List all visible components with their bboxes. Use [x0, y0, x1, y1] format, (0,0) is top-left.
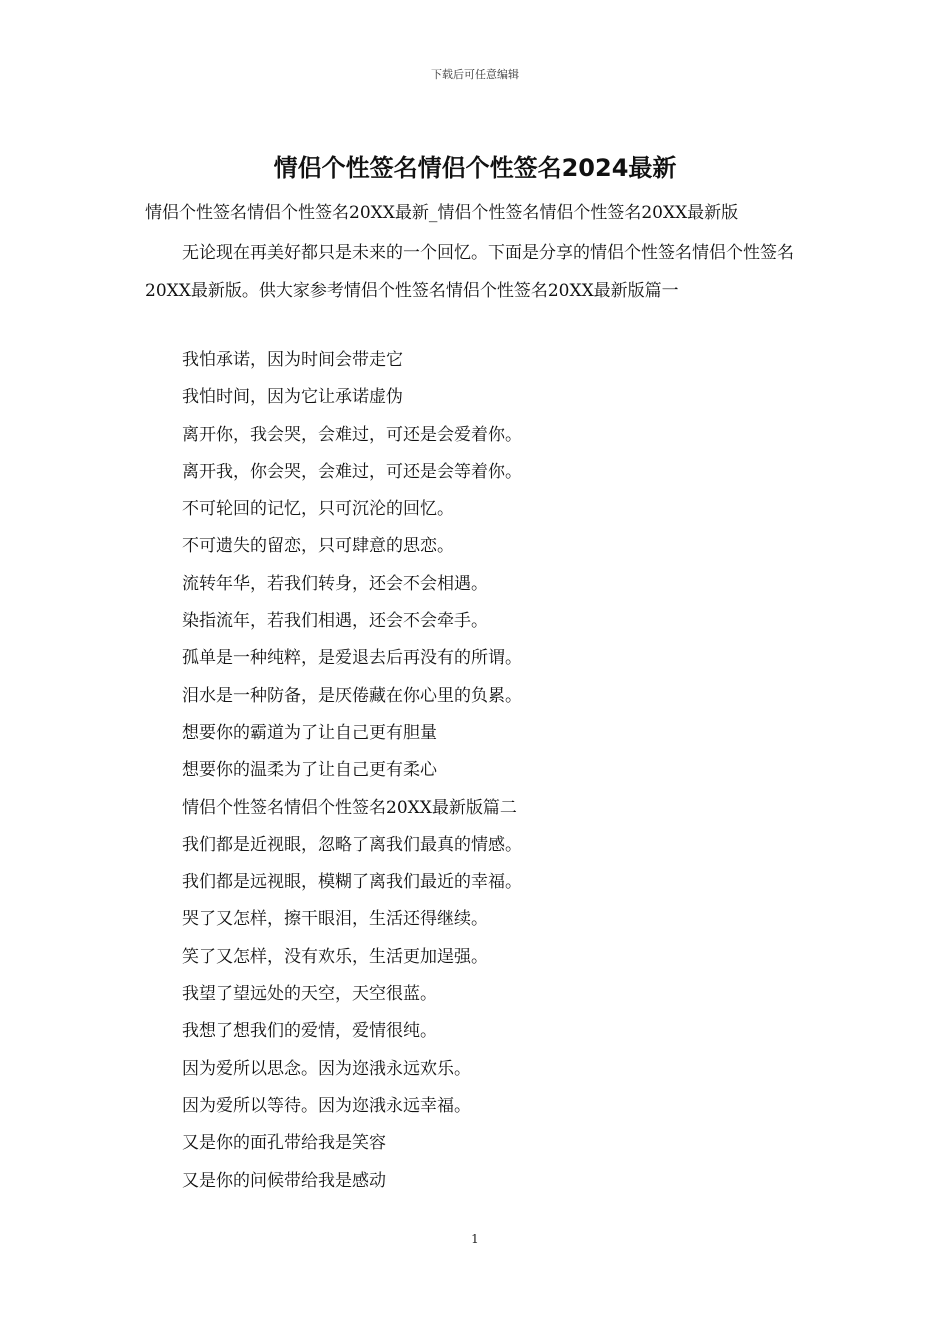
signature-line: 染指流年，若我们相遇，还会不会牵手。 [182, 611, 488, 632]
signature-line: 我怕时间，因为它让承诺虚伪 [182, 387, 403, 408]
signature-line: 流转年华，若我们转身，还会不会相遇。 [182, 573, 488, 594]
signature-line: 我们都是远视眼，模糊了离我们最近的幸福。 [182, 872, 522, 893]
signature-line: 又是你的面孔带给我是笑容 [182, 1133, 386, 1154]
header-note: 下载后可任意编辑 [431, 68, 519, 81]
signature-line: 不可轮回的记忆，只可沉沦的回忆。 [182, 499, 454, 520]
signature-line: 离开我，你会哭，会难过，可还是会等着你。 [182, 461, 522, 482]
signature-line: 因为爱所以等待。因为迩涐永远幸福。 [182, 1095, 471, 1116]
signature-line: 我想了想我们的爱情，爱情很纯。 [182, 1021, 437, 1042]
signature-line: 我们都是近视眼，忽略了离我们最真的情感。 [182, 834, 522, 855]
signature-line: 哭了又怎样，擦干眼泪，生活还得继续。 [182, 909, 488, 930]
intro-paragraph: 无论现在再美好都只是未来的一个回忆。下面是分享的情侣个性签名情侣个性签名20XX最新版。供大家参考情侣个性签名情侣个性签名20XX最新版篇一 [145, 243, 794, 301]
signature-line: 想要你的温柔为了让自己更有柔心 [182, 760, 437, 781]
section-heading-2: 情侣个性签名情侣个性签名20XX最新版篇二 [182, 797, 517, 818]
signature-line: 不可遗失的留恋，只可肆意的思恋。 [182, 536, 454, 557]
signature-line: 想要你的霸道为了让自己更有胆量 [182, 722, 437, 743]
signature-line: 离开你，我会哭，会难过，可还是会爱着你。 [182, 424, 522, 445]
signature-line: 泪水是一种防备，是厌倦藏在你心里的负累。 [182, 685, 522, 706]
document-subtitle: 情侣个性签名情侣个性签名20XX最新_情侣个性签名情侣个性签名20XX最新版 [145, 203, 739, 223]
signature-line: 我望了望远处的天空，天空很蓝。 [182, 984, 437, 1005]
signature-line: 我怕承诺，因为时间会带走它 [182, 350, 403, 370]
signature-lines [182, 342, 822, 1200]
signature-line: 因为爱所以思念。因为迩涐永远欢乐。 [182, 1058, 471, 1079]
signature-line: 又是你的问候带给我是感动 [182, 1170, 386, 1191]
page-number: 1 [471, 1232, 479, 1246]
signature-line: 笑了又怎样，没有欢乐，生活更加逞强。 [182, 946, 488, 967]
document-title: 情侣个性签名情侣个性签名2024最新 [273, 154, 677, 182]
signature-line: 孤单是一种纯粹，是爱退去后再没有的所谓。 [182, 648, 522, 669]
